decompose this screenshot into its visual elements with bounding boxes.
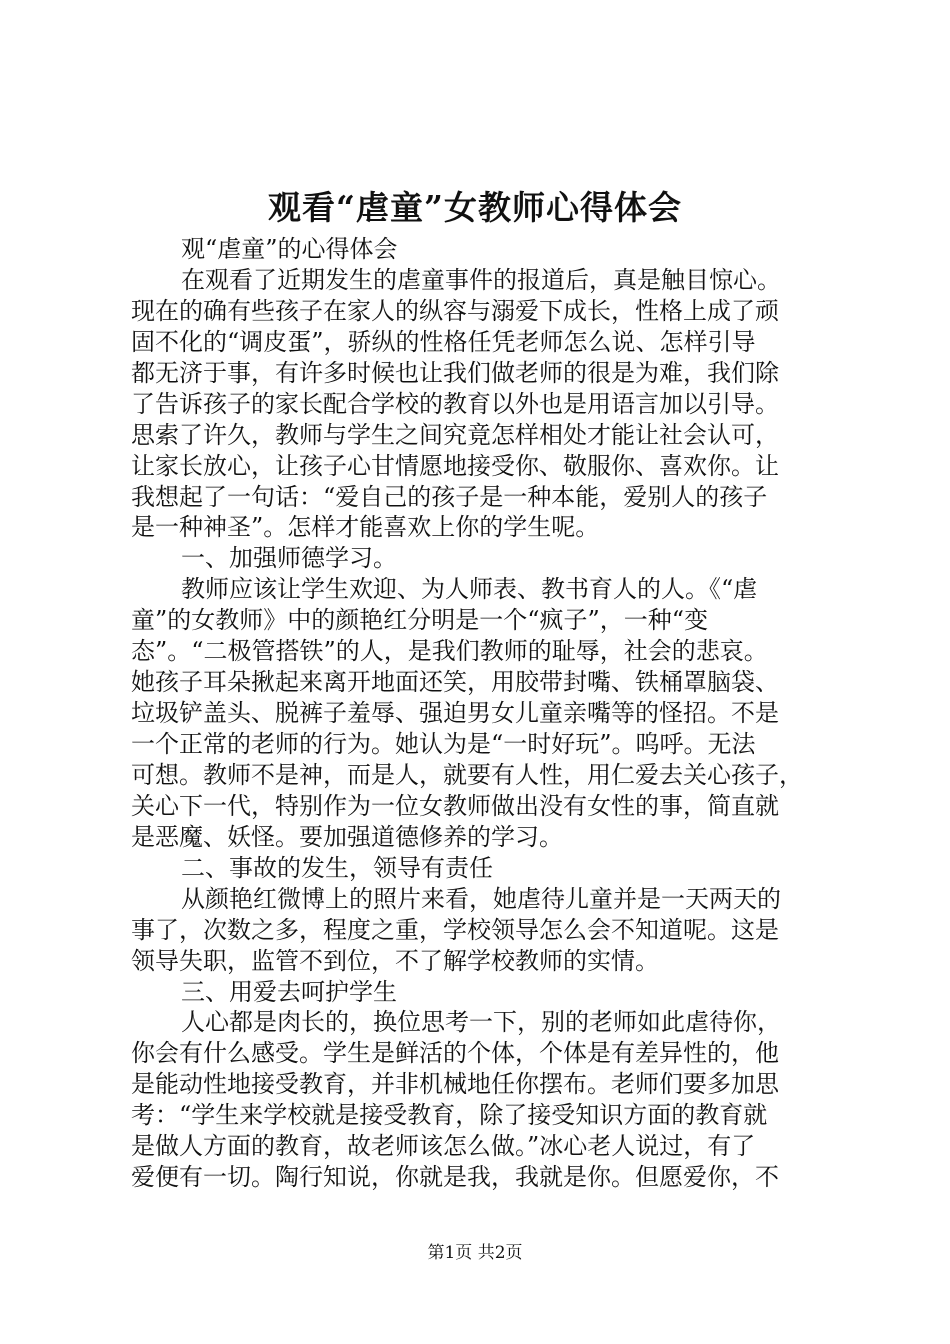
text-line: 观“虐童”的心得体会	[181, 235, 398, 263]
text-line: 考：“学生来学校就是接受教育，除了接受知识方面的教育就	[131, 1101, 768, 1130]
text-line: 都无济于事，有许多时候也让我们做老师的很是为难，我们除	[131, 358, 779, 387]
text-line: 三、用爱去呵护学生	[181, 977, 397, 1006]
text-line: 她孩子耳朵揪起来离开地面还笑，用胶带封嘴、铁桶罩脑袋、	[131, 668, 779, 697]
text-line: 人心都是肉长的，换位思考一下，别的老师如此虐待你，	[181, 1008, 781, 1037]
text-line: 一个正常的老师的行为。她认为是“一时好玩”。呜呼。无法	[131, 730, 756, 758]
text-line: 垃圾铲盖头、脱裤子羞辱、强迫男女儿童亲嘴等的怪招。不是	[131, 699, 779, 728]
text-line: 二、事故的发生，领导有责任	[181, 853, 493, 882]
text-line: 是能动性地接受教育，并非机械地任你摆布。老师们要多加思	[131, 1070, 779, 1099]
text-line: 让家长放心，让孩子心甘情愿地接受你、敬服你、喜欢你。让	[131, 451, 779, 480]
text-line: 关心下一代，特别作为一位女教师做出没有女性的事，简直就	[131, 791, 779, 820]
text-line: 现在的确有些孩子在家人的纵容与溺爱下成长，性格上成了顽	[131, 296, 779, 325]
text-line: 固不化的“调皮蛋”，骄纵的性格任凭老师怎么说、怎样引导	[131, 327, 756, 356]
text-line: 是一种神圣”。怎样才能喜欢上你的学生呢。	[131, 513, 600, 542]
text-line: 事了，次数之多，程度之重，学校领导怎么会不知道呢。这是	[131, 915, 779, 944]
text-line: 从颜艳红微博上的照片来看，她虐待儿童并是一天两天的	[181, 884, 781, 913]
text-line: 一、加强师德学习。	[181, 544, 397, 573]
text-line: 我想起了一句话：“爱自己的孩子是一种本能，爱别人的孩子	[131, 482, 768, 511]
text-line: 你会有什么感受。学生是鲜活的个体，个体是有差异性的，他	[131, 1039, 779, 1068]
text-line: 是恶魔、妖怪。要加强道德修养的学习。	[131, 822, 563, 851]
text-line: 态”。“二极管搭铁”的人，是我们教师的耻辱，社会的悲哀。	[131, 637, 768, 666]
document-body	[131, 234, 827, 1193]
text-line: 思索了许久，教师与学生之间究竟怎样相处才能让社会认可，	[131, 420, 779, 449]
text-line: 领导失职，监管不到位，不了解学校教师的实情。	[131, 946, 659, 975]
document-title: 观看“虐童”女教师心得体会	[268, 188, 682, 227]
text-line: 童”的女教师》中的颜艳红分明是一个“疯子”，一种“变	[131, 606, 709, 635]
text-line: 了告诉孩子的家长配合学校的教育以外也是用语言加以引导。	[131, 389, 779, 418]
text-line: 爱便有一切。陶行知说，你就是我，我就是你。但愿爱你，不	[131, 1163, 779, 1192]
text-line: 在观看了近期发生的虐童事件的报道后，真是触目惊心。	[181, 265, 781, 294]
page-footer: 第1页 共2页	[427, 1243, 523, 1263]
text-line: 教师应该让学生欢迎、为人师表、教书育人的人。《“虐	[181, 575, 758, 604]
text-line: 是做人方面的教育，故老师该怎么做。”冰心老人说过，有了	[131, 1132, 756, 1161]
text-line: 可想。教师不是神，而是人，就要有人性，用仁爱去关心孩子，	[131, 760, 803, 789]
